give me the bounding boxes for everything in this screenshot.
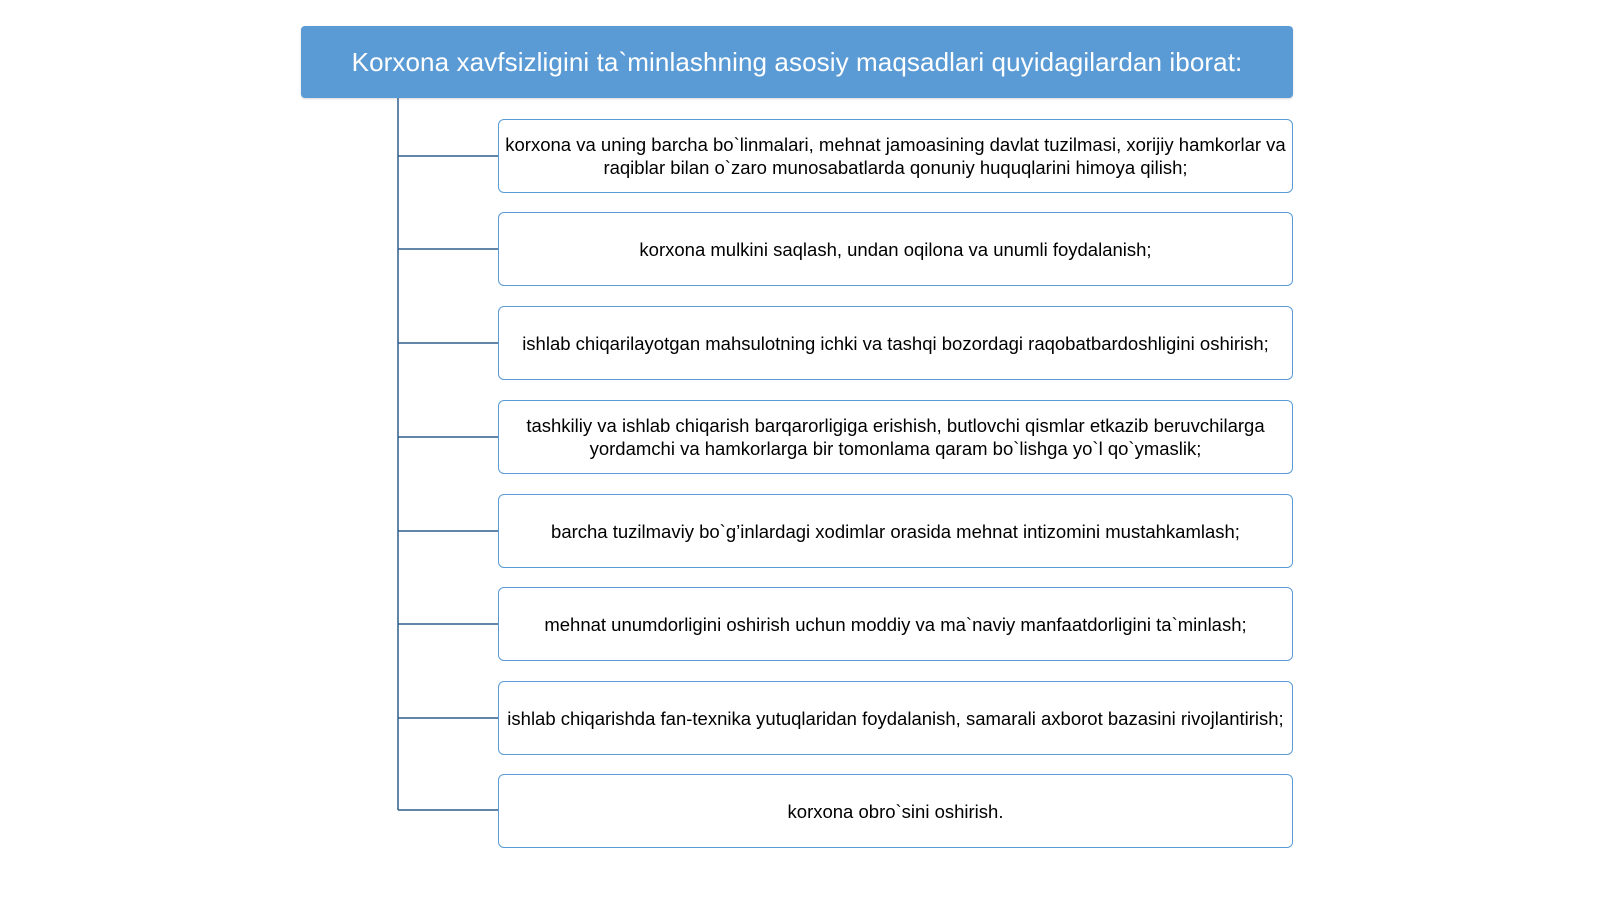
goal-box-7: [498, 681, 1293, 755]
goal-box-3: [498, 306, 1293, 380]
goal-box-6: [498, 587, 1293, 661]
goal-text: korxona obro`sini oshirish.: [787, 800, 1004, 822]
goal-text: mehnat unumdorligini oshirish uchun moddiy va ma`naviy manfaatdorligini ta`minlash;: [544, 613, 1247, 635]
goal-box-5: [498, 494, 1293, 568]
goal-box-1: [498, 119, 1293, 193]
goal-text: ishlab chiqarishda fan-texnika yutuqlaridan foydalanish, samarali axborot bazasini rivojlantirish;: [507, 707, 1284, 729]
goal-text: ishlab chiqarilayotgan mahsulotning ichki va tashqi bozordagi raqobatbardoshligini oshirish;: [522, 332, 1269, 354]
goal-text: barcha tuzilmaviy bo`g’inlardagi xodimlar orasida mehnat intizomini mustahkamlash;: [551, 520, 1240, 542]
header-title: Korxona xavfsizligini ta`minlashning asosiy maqsadlari quyidagilardan iborat:: [351, 46, 1243, 77]
goal-text: korxona mulkini saqlash, undan oqilona va unumli foydalanish;: [639, 238, 1152, 260]
goal-box-2: [498, 212, 1293, 286]
goal-box-8: [498, 774, 1293, 848]
goal-text: korxona va uning barcha bo`linmalari, mehnat jamoasining davlat tuzilmasi, xorijiy hamkorlar va raqiblar bilan o`zaro munosabatlarda qonuniy huquqlarini himoya qilish;: [505, 134, 1286, 178]
goal-box-4: [498, 400, 1293, 474]
goal-text: tashkiliy va ishlab chiqarish barqarorligiga erishish, butlovchi qismlar etkazib beruvchilarga yordamchi va hamkorlarga bir tomonlama qaram bo`lishga yo`l qo`ymaslik;: [526, 415, 1265, 459]
